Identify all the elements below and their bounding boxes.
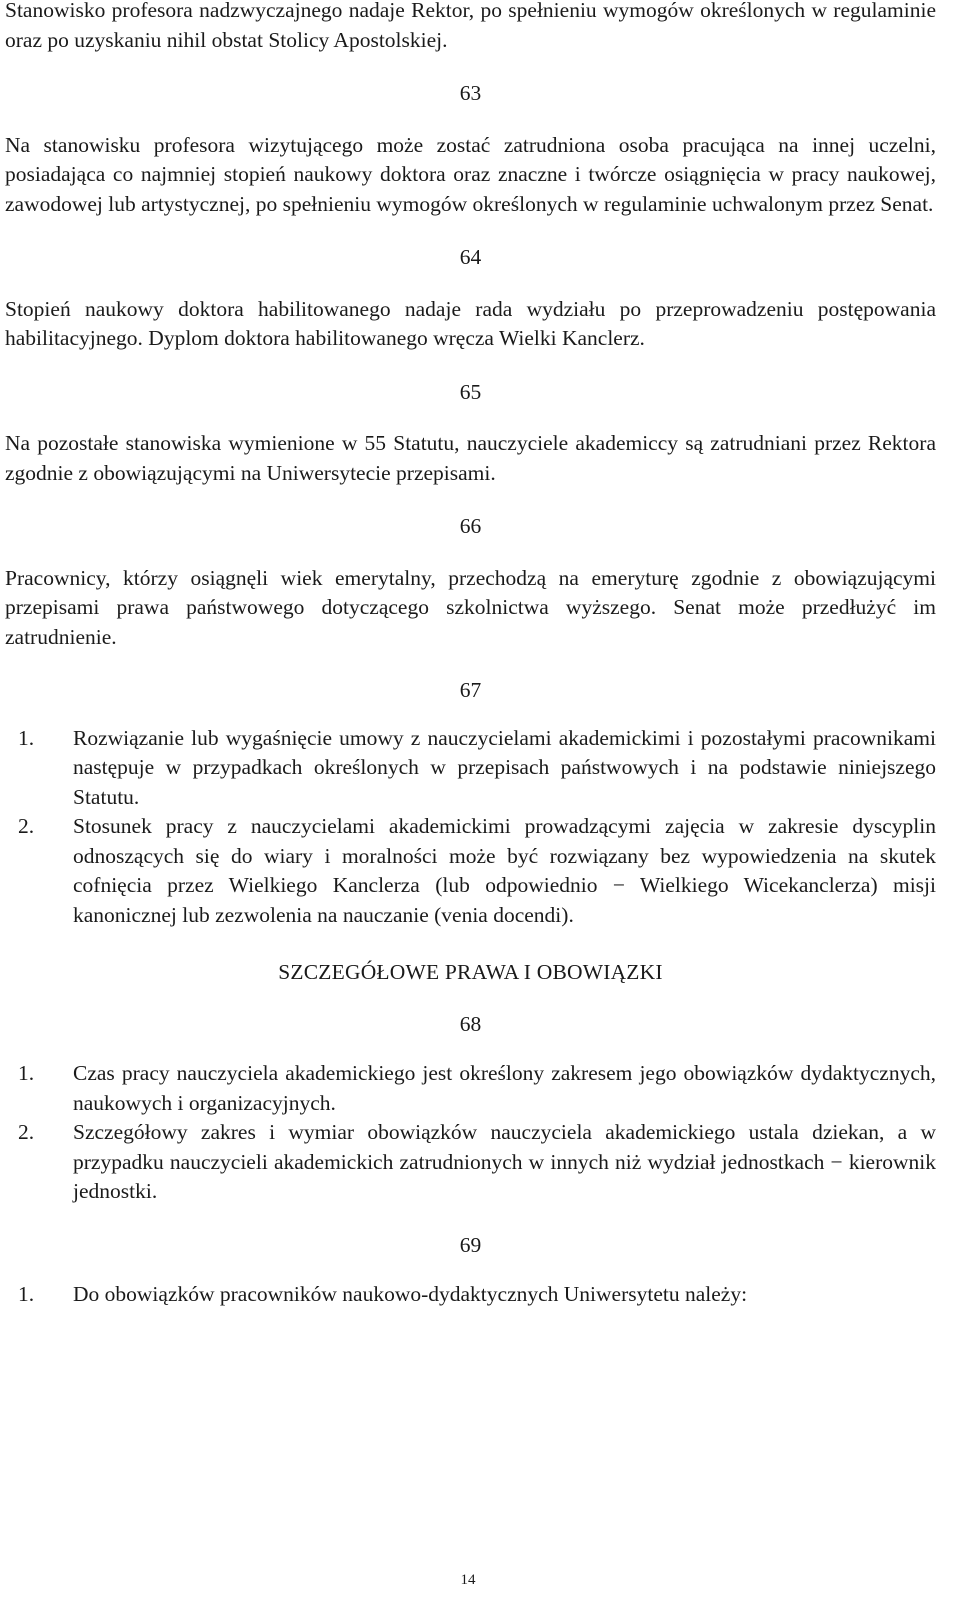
section-65-paragraph: Na pozostałe stanowiska wymienione w 55 Statutu, nauczyciele akademiccy są zatrudniani przez Rektora zgodnie z obowiązującymi na Uniwersytecie przepisami. (5, 431, 936, 485)
section-69-list (5, 1280, 936, 1310)
section-69-number: 69 (459, 1232, 482, 1257)
section-63-number: 63 (459, 81, 482, 105)
list-item (5, 1059, 936, 1118)
list-item-number: 1. (18, 1282, 35, 1306)
section-66-paragraph: Pracownicy, którzy osiągnęli wiek emerytalny, przechodzą na emeryturę zgodnie z obowiązującymi przepisami prawa państwowego dotyczącego szkolnictwa wyższego. Senat może przedłużyć im zatrudnienie. (5, 565, 936, 649)
page-number: 14 (460, 1572, 476, 1588)
list-item (5, 812, 936, 930)
list-item-text: Rozwiązanie lub wygaśnięcie umowy z nauczycielami akademickimi i pozostałymi pracownikami następuje w przypadkach określonych w przepisach państwowych i na podstawie niniejszego Statutu. (73, 725, 936, 809)
section-65-number: 65 (459, 379, 482, 404)
list-item-number: 2. (18, 1120, 35, 1144)
list-item (5, 1118, 936, 1207)
section-66-number: 66 (459, 514, 482, 538)
section-67-number: 67 (459, 678, 482, 702)
document-page (5, 0, 936, 1310)
section-68-list (5, 1059, 936, 1207)
section-68-number: 68 (459, 1011, 482, 1036)
list-item-text: Stosunek pracy z nauczycielami akademickimi prowadzącymi zajęcia w zakresie dyscyplin odnoszących się do wiary i moralności może być rozwiązany bez wypowiedzenia na skutek cofnięcia przez Wielkiego Kanclerza (lub odpowiednio − Wielkiego Wicekanclerza) misji kanonicznej lub zezwolenia na nauczanie (venia docendi). (73, 814, 936, 927)
list-item-text: Szczegółowy zakres i wymiar obowiązków nauczyciela akademickiego ustala dziekan, a w przypadku nauczycieli akademickich zatrudnionych w innych niż wydział jednostkach − kierownik jednostki. (73, 1120, 936, 1203)
list-item-number: 2. (18, 814, 35, 838)
chapter-heading: SZCZEGÓŁOWE PRAWA I OBOWIĄZKI (278, 960, 663, 984)
section-67-list (5, 724, 936, 931)
section-64-number: 64 (459, 245, 482, 269)
section-64-paragraph: Stopień naukowy doktora habilitowanego nadaje rada wydziału po przeprowadzeniu postępowania habilitacyjnego. Dyplom doktora habilitowanego wręcza Wielki Kanclerz. (5, 296, 936, 350)
list-item-text: Do obowiązków pracowników naukowo-dydaktycznych Uniwersytetu należy: (73, 1282, 748, 1306)
list-item-number: 1. (18, 1061, 35, 1085)
list-item (5, 724, 936, 813)
intro-paragraph: Stanowisko profesora nadzwyczajnego nadaje Rektor, po spełnieniu wymogów określonych w regulaminie oraz po uzyskaniu nihil obstat Stolicy Apostolskiej. (5, 0, 936, 52)
list-item (5, 1280, 936, 1310)
list-item-text: Czas pracy nauczyciela akademickiego jest określony zakresem jego obowiązków dydaktycznych, naukowych i organizacyjnych. (73, 1061, 936, 1115)
section-63-paragraph: Na stanowisku profesora wizytującego może zostać zatrudniona osoba pracująca na innej uczelni, posiadająca co najmniej stopień naukowy doktora oraz znaczne i twórcze osiągnięcia w pracy naukowej, zawodowej lub artystycznej, po spełnieniu wymogów określonych w regulaminie uchwalonym przez Senat. (5, 132, 936, 216)
list-item-number: 1. (18, 725, 35, 750)
